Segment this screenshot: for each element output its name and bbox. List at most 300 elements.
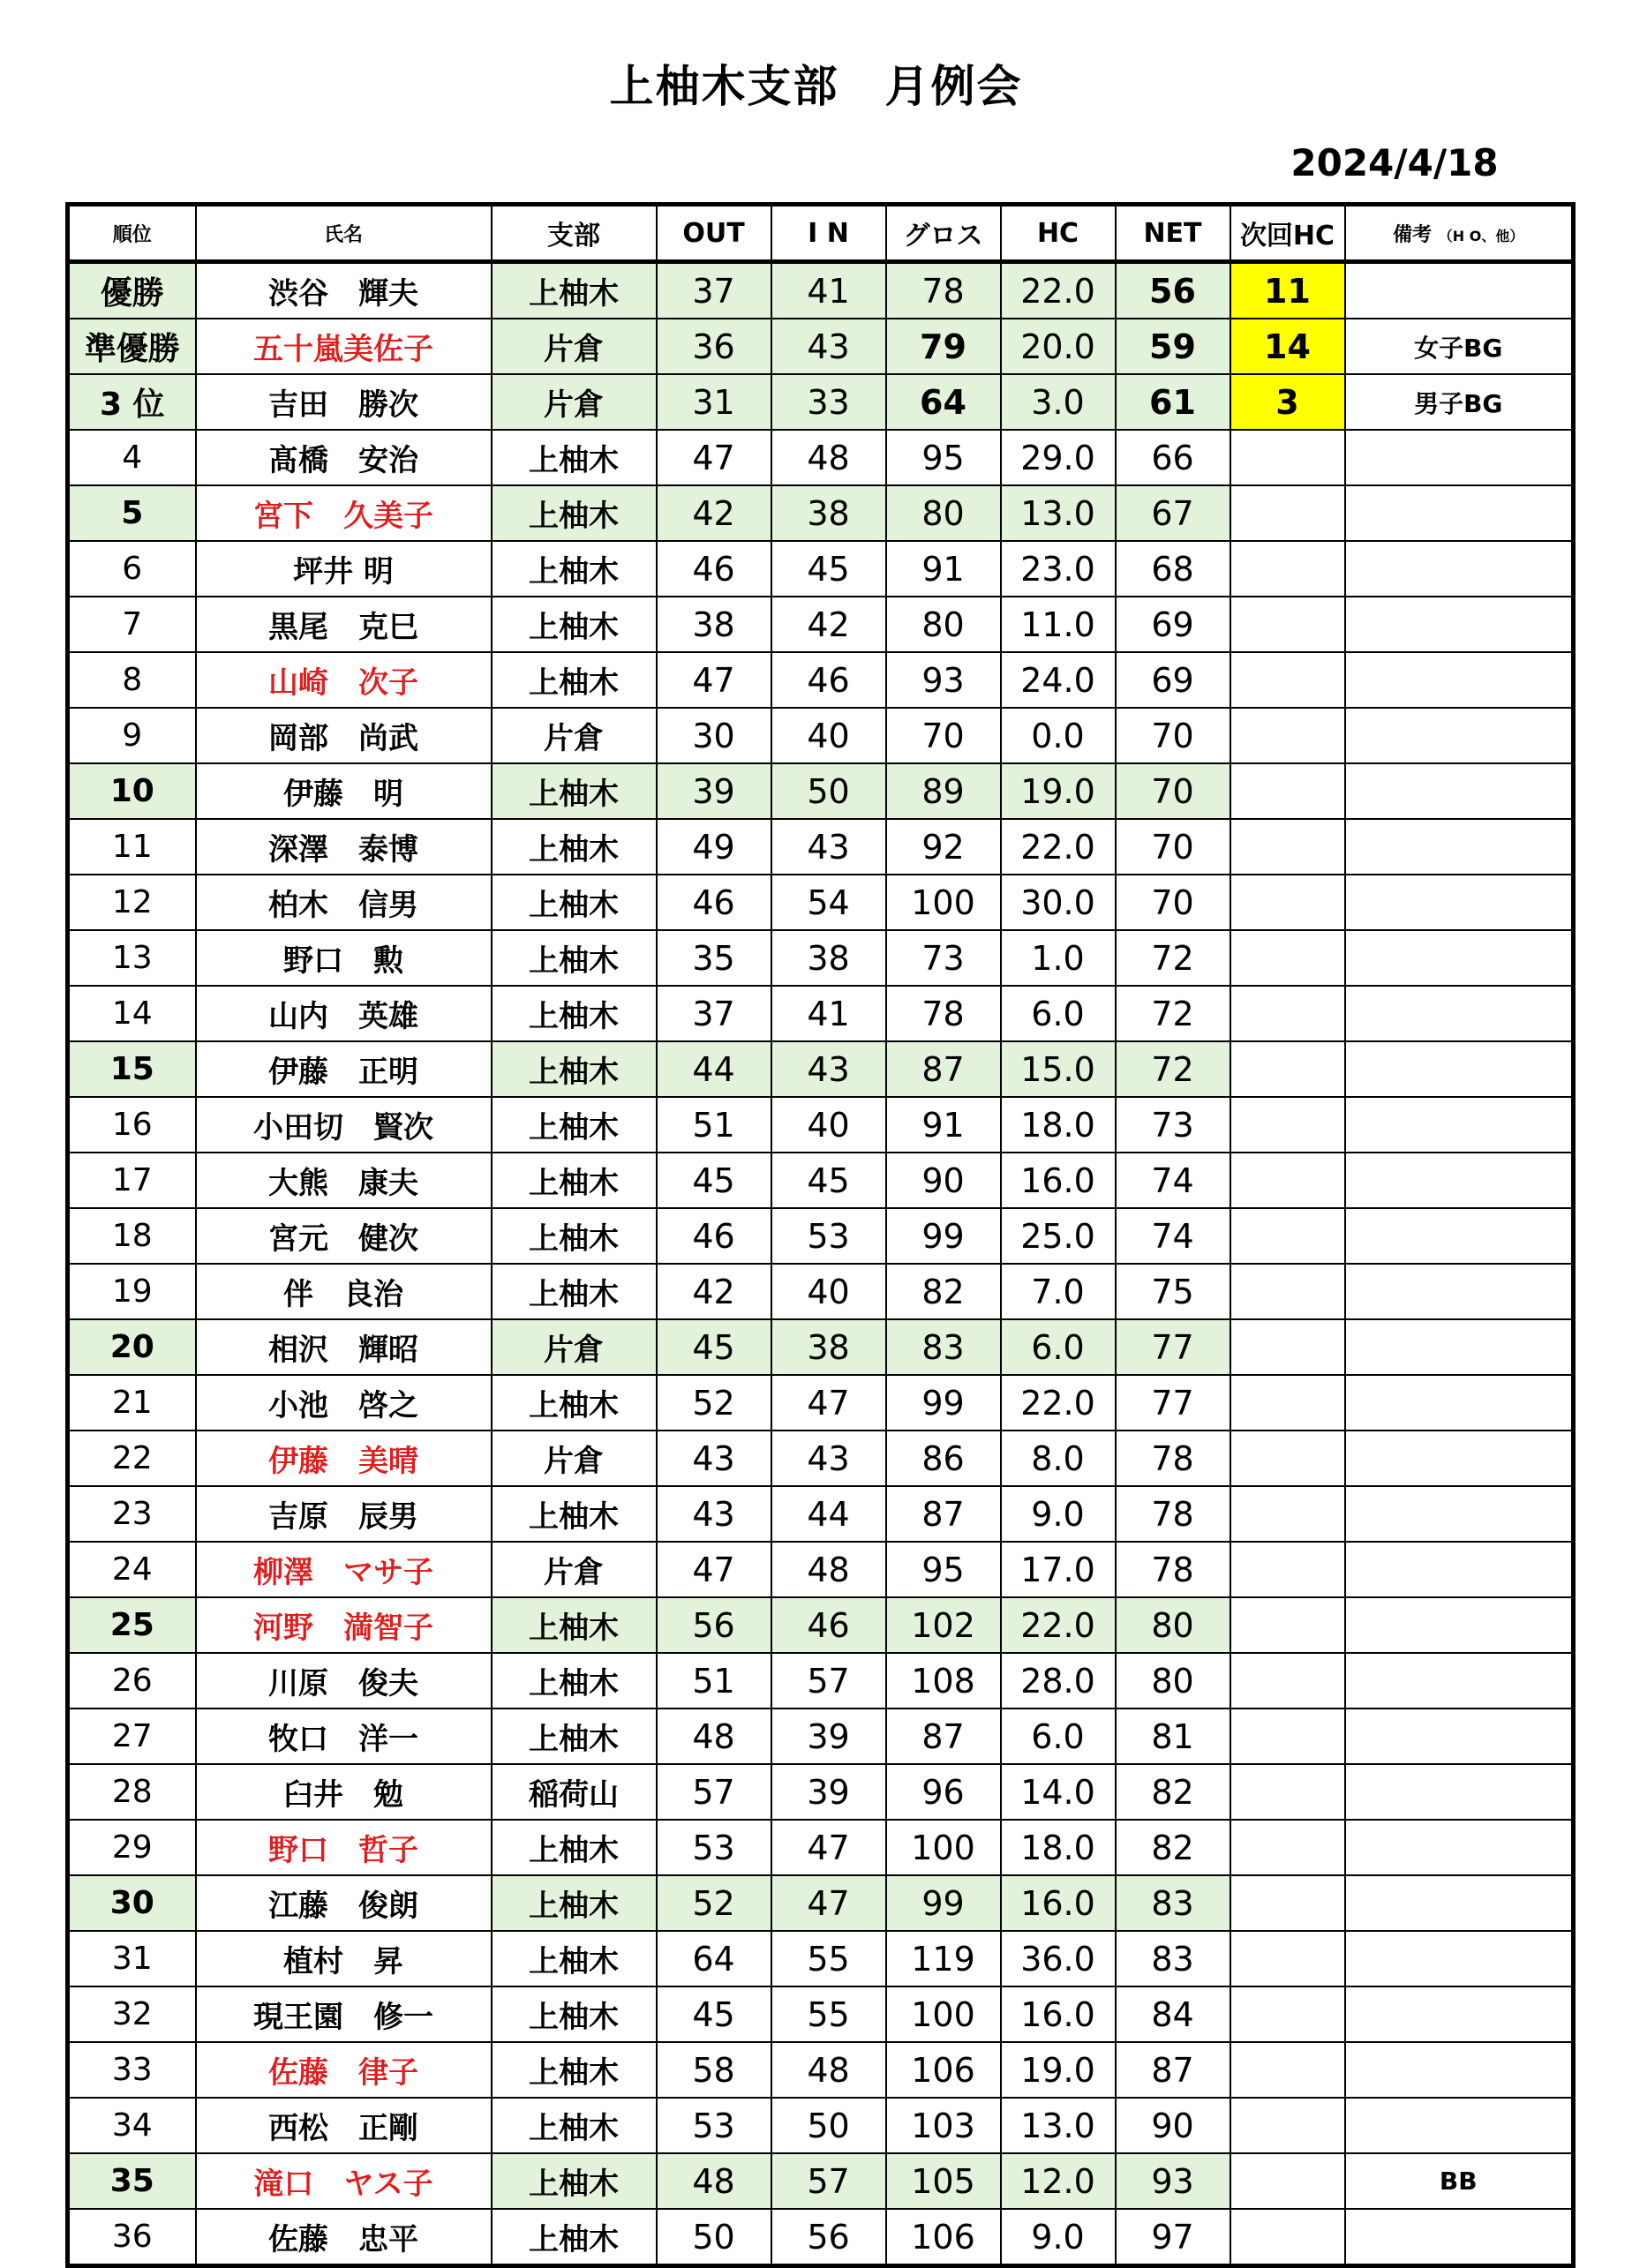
next-hc-cell: 11 [1230, 262, 1345, 319]
gross-cell: 100 [886, 1820, 1001, 1875]
next-hc-cell [1230, 485, 1345, 541]
in-cell: 47 [771, 1375, 886, 1431]
name-cell: 伊藤 正明 [196, 1041, 492, 1097]
branch-cell: 上柚木 [492, 430, 657, 485]
rank-cell: 26 [68, 1653, 196, 1709]
gross-cell: 87 [886, 1709, 1001, 1764]
table-row [68, 430, 1574, 485]
rank-cell: 24 [68, 1542, 196, 1597]
branch-cell: 上柚木 [492, 652, 657, 708]
rank-cell: 5 [68, 485, 196, 541]
hc-cell: 25.0 [1001, 1208, 1116, 1264]
gross-cell: 90 [886, 1153, 1001, 1208]
in-cell: 40 [771, 708, 886, 763]
out-cell: 52 [657, 1375, 771, 1431]
table-row [68, 541, 1574, 597]
branch-cell: 片倉 [492, 708, 657, 763]
hc-cell: 3.0 [1001, 374, 1116, 430]
col-header-net: NET [1116, 205, 1230, 262]
remarks-cell [1345, 2042, 1574, 2098]
net-cell: 82 [1116, 1764, 1230, 1820]
gross-cell: 102 [886, 1597, 1001, 1653]
in-cell: 57 [771, 2153, 886, 2209]
table-row [68, 1986, 1574, 2042]
table-row [68, 708, 1574, 763]
name-cell: 渋谷 輝夫 [196, 262, 492, 319]
net-cell: 80 [1116, 1653, 1230, 1709]
gross-cell: 119 [886, 1931, 1001, 1986]
rank-cell: 31 [68, 1931, 196, 1986]
col-header-in: I N [771, 205, 886, 262]
branch-cell: 上柚木 [492, 2153, 657, 2209]
hc-cell: 6.0 [1001, 1709, 1116, 1764]
gross-cell: 82 [886, 1264, 1001, 1319]
gross-cell: 70 [886, 708, 1001, 763]
hc-cell: 22.0 [1001, 1375, 1116, 1431]
table-row [68, 1431, 1574, 1486]
name-cell: 吉原 辰男 [196, 1486, 492, 1542]
in-cell: 57 [771, 1653, 886, 1709]
branch-cell: 上柚木 [492, 1820, 657, 1875]
next-hc-cell [1230, 1041, 1345, 1097]
table-row [68, 1486, 1574, 1542]
table-row [68, 485, 1574, 541]
table-row [68, 1653, 1574, 1709]
next-hc-cell [1230, 819, 1345, 875]
next-hc-cell [1230, 1764, 1345, 1820]
next-hc-cell [1230, 875, 1345, 930]
in-cell: 46 [771, 1597, 886, 1653]
col-header-rank: 順位 [68, 205, 196, 262]
hc-cell: 17.0 [1001, 1542, 1116, 1597]
in-cell: 48 [771, 1542, 886, 1597]
rank-cell: 20 [68, 1319, 196, 1375]
name-cell: 植村 昇 [196, 1931, 492, 1986]
table-row [68, 2098, 1574, 2153]
hc-cell: 36.0 [1001, 1931, 1116, 1986]
col-header-remarks-label: 備考 [1393, 223, 1433, 246]
next-hc-cell [1230, 1542, 1345, 1597]
next-hc-cell [1230, 930, 1345, 986]
rank-cell: 16 [68, 1097, 196, 1153]
net-cell: 72 [1116, 986, 1230, 1041]
name-cell: 野口 哲子 [196, 1820, 492, 1875]
gross-cell: 80 [886, 485, 1001, 541]
in-cell: 53 [771, 1208, 886, 1264]
out-cell: 51 [657, 1653, 771, 1709]
next-hc-cell [1230, 763, 1345, 819]
rank-cell: 3 位 [68, 374, 196, 430]
remarks-cell [1345, 1875, 1574, 1931]
in-cell: 33 [771, 374, 886, 430]
name-cell: 小池 啓之 [196, 1375, 492, 1431]
name-cell: 宮下 久美子 [196, 485, 492, 541]
out-cell: 53 [657, 2098, 771, 2153]
col-header-name: 氏名 [196, 205, 492, 262]
next-hc-cell: 14 [1230, 319, 1345, 374]
name-cell: 宮元 健次 [196, 1208, 492, 1264]
remarks-cell [1345, 1764, 1574, 1820]
table-row [68, 875, 1574, 930]
branch-cell: 片倉 [492, 1319, 657, 1375]
col-header-branch: 支部 [492, 205, 657, 262]
in-cell: 43 [771, 1041, 886, 1097]
branch-cell: 上柚木 [492, 1153, 657, 1208]
in-cell: 45 [771, 541, 886, 597]
in-cell: 50 [771, 763, 886, 819]
results-table [65, 202, 1576, 2268]
rank-cell: 36 [68, 2209, 196, 2266]
next-hc-cell [1230, 1431, 1345, 1486]
remarks-cell [1345, 1820, 1574, 1875]
remarks-cell [1345, 430, 1574, 485]
next-hc-cell [1230, 430, 1345, 485]
rank-cell: 19 [68, 1264, 196, 1319]
rank-cell: 12 [68, 875, 196, 930]
name-cell: 現王園 修一 [196, 1986, 492, 2042]
remarks-cell [1345, 708, 1574, 763]
name-cell: 山内 英雄 [196, 986, 492, 1041]
gross-cell: 87 [886, 1041, 1001, 1097]
hc-cell: 16.0 [1001, 1153, 1116, 1208]
in-cell: 44 [771, 1486, 886, 1542]
out-cell: 46 [657, 875, 771, 930]
remarks-cell [1345, 1208, 1574, 1264]
gross-cell: 106 [886, 2042, 1001, 2098]
hc-cell: 8.0 [1001, 1431, 1116, 1486]
branch-cell: 上柚木 [492, 262, 657, 319]
in-cell: 42 [771, 597, 886, 652]
in-cell: 56 [771, 2209, 886, 2266]
table-row [68, 1097, 1574, 1153]
results-body [68, 262, 1574, 2266]
branch-cell: 上柚木 [492, 541, 657, 597]
table-row [68, 1709, 1574, 1764]
out-cell: 50 [657, 2209, 771, 2266]
out-cell: 46 [657, 1208, 771, 1264]
out-cell: 45 [657, 1986, 771, 2042]
out-cell: 52 [657, 1875, 771, 1931]
hc-cell: 19.0 [1001, 2042, 1116, 2098]
net-cell: 82 [1116, 1820, 1230, 1875]
table-row [68, 1597, 1574, 1653]
net-cell: 78 [1116, 1542, 1230, 1597]
gross-cell: 100 [886, 1986, 1001, 2042]
net-cell: 97 [1116, 2209, 1230, 2266]
gross-cell: 93 [886, 652, 1001, 708]
table-row [68, 1875, 1574, 1931]
name-cell: 岡部 尚武 [196, 708, 492, 763]
branch-cell: 上柚木 [492, 1875, 657, 1931]
col-header-out: OUT [657, 205, 771, 262]
next-hc-cell [1230, 1264, 1345, 1319]
next-hc-cell [1230, 1486, 1345, 1542]
branch-cell: 上柚木 [492, 1597, 657, 1653]
next-hc-cell [1230, 1597, 1345, 1653]
gross-cell: 106 [886, 2209, 1001, 2266]
out-cell: 44 [657, 1041, 771, 1097]
branch-cell: 上柚木 [492, 1041, 657, 1097]
name-cell: 柏木 信男 [196, 875, 492, 930]
next-hc-cell [1230, 2042, 1345, 2098]
name-cell: 伴 良治 [196, 1264, 492, 1319]
branch-cell: 上柚木 [492, 1931, 657, 1986]
name-cell: 柳澤 マサ子 [196, 1542, 492, 1597]
net-cell: 68 [1116, 541, 1230, 597]
gross-cell: 91 [886, 541, 1001, 597]
rank-cell: 18 [68, 1208, 196, 1264]
net-cell: 69 [1116, 652, 1230, 708]
branch-cell: 上柚木 [492, 1208, 657, 1264]
remarks-cell [1345, 1931, 1574, 1986]
gross-cell: 100 [886, 875, 1001, 930]
hc-cell: 18.0 [1001, 1097, 1116, 1153]
name-cell: 五十嵐美佐子 [196, 319, 492, 374]
table-row [68, 763, 1574, 819]
table-row [68, 1041, 1574, 1097]
hc-cell: 16.0 [1001, 1875, 1116, 1931]
out-cell: 45 [657, 1153, 771, 1208]
net-cell: 56 [1116, 262, 1230, 319]
name-cell: 吉田 勝次 [196, 374, 492, 430]
gross-cell: 96 [886, 1764, 1001, 1820]
next-hc-cell [1230, 1986, 1345, 2042]
hc-cell: 7.0 [1001, 1264, 1116, 1319]
out-cell: 47 [657, 652, 771, 708]
branch-cell: 片倉 [492, 1431, 657, 1486]
remarks-cell [1345, 262, 1574, 319]
gross-cell: 99 [886, 1875, 1001, 1931]
table-row [68, 819, 1574, 875]
hc-cell: 6.0 [1001, 1319, 1116, 1375]
branch-cell: 上柚木 [492, 2042, 657, 2098]
net-cell: 70 [1116, 763, 1230, 819]
in-cell: 38 [771, 485, 886, 541]
name-cell: 深澤 泰博 [196, 819, 492, 875]
out-cell: 43 [657, 1486, 771, 1542]
remarks-cell [1345, 2098, 1574, 2153]
branch-cell: 上柚木 [492, 1653, 657, 1709]
gross-cell: 73 [886, 930, 1001, 986]
remarks-cell [1345, 541, 1574, 597]
next-hc-cell [1230, 2209, 1345, 2266]
branch-cell: 上柚木 [492, 986, 657, 1041]
in-cell: 50 [771, 2098, 886, 2153]
rank-cell: 9 [68, 708, 196, 763]
hc-cell: 11.0 [1001, 597, 1116, 652]
out-cell: 30 [657, 708, 771, 763]
next-hc-cell [1230, 1653, 1345, 1709]
net-cell: 59 [1116, 319, 1230, 374]
table-row [68, 1208, 1574, 1264]
next-hc-cell [1230, 652, 1345, 708]
branch-cell: 上柚木 [492, 1486, 657, 1542]
out-cell: 45 [657, 1319, 771, 1375]
remarks-cell [1345, 986, 1574, 1041]
out-cell: 53 [657, 1820, 771, 1875]
gross-cell: 80 [886, 597, 1001, 652]
table-row [68, 1319, 1574, 1375]
out-cell: 58 [657, 2042, 771, 2098]
rank-cell: 13 [68, 930, 196, 986]
hc-cell: 12.0 [1001, 2153, 1116, 2209]
out-cell: 64 [657, 1931, 771, 1986]
gross-cell: 64 [886, 374, 1001, 430]
out-cell: 47 [657, 1542, 771, 1597]
table-row [68, 2042, 1574, 2098]
name-cell: 西松 正剛 [196, 2098, 492, 2153]
in-cell: 39 [771, 1764, 886, 1820]
col-header-remarks-sub: （H O、他） [1438, 227, 1524, 244]
gross-cell: 87 [886, 1486, 1001, 1542]
net-cell: 77 [1116, 1319, 1230, 1375]
rank-cell: 11 [68, 819, 196, 875]
remarks-cell [1345, 1375, 1574, 1431]
gross-cell: 99 [886, 1375, 1001, 1431]
branch-cell: 上柚木 [492, 930, 657, 986]
branch-cell: 上柚木 [492, 2209, 657, 2266]
table-row [68, 262, 1574, 319]
in-cell: 40 [771, 1097, 886, 1153]
rank-cell: 28 [68, 1764, 196, 1820]
gross-cell: 79 [886, 319, 1001, 374]
net-cell: 75 [1116, 1264, 1230, 1319]
rank-cell: 4 [68, 430, 196, 485]
gross-cell: 108 [886, 1653, 1001, 1709]
table-row [68, 1542, 1574, 1597]
net-cell: 81 [1116, 1709, 1230, 1764]
rank-cell: 34 [68, 2098, 196, 2153]
gross-cell: 95 [886, 430, 1001, 485]
remarks-cell [1345, 1041, 1574, 1097]
hc-cell: 22.0 [1001, 1597, 1116, 1653]
remarks-cell [1345, 1709, 1574, 1764]
out-cell: 48 [657, 2153, 771, 2209]
branch-cell: 稲荷山 [492, 1764, 657, 1820]
out-cell: 37 [657, 262, 771, 319]
hc-cell: 9.0 [1001, 1486, 1116, 1542]
branch-cell: 上柚木 [492, 485, 657, 541]
in-cell: 48 [771, 2042, 886, 2098]
out-cell: 48 [657, 1709, 771, 1764]
rank-cell: 6 [68, 541, 196, 597]
remarks-cell [1345, 875, 1574, 930]
out-cell: 51 [657, 1097, 771, 1153]
next-hc-cell [1230, 986, 1345, 1041]
in-cell: 55 [771, 1931, 886, 1986]
in-cell: 43 [771, 819, 886, 875]
name-cell: 佐藤 忠平 [196, 2209, 492, 2266]
in-cell: 46 [771, 652, 886, 708]
remarks-cell [1345, 819, 1574, 875]
next-hc-cell [1230, 1709, 1345, 1764]
table-row [68, 374, 1574, 430]
rank-cell: 32 [68, 1986, 196, 2042]
name-cell: 大熊 康夫 [196, 1153, 492, 1208]
remarks-cell [1345, 1264, 1574, 1319]
col-header-hc: HC [1001, 205, 1116, 262]
table-row [68, 1153, 1574, 1208]
page-title: 上柚木支部 月例会 [609, 61, 1023, 112]
name-cell: 黒尾 克巳 [196, 597, 492, 652]
next-hc-cell [1230, 1208, 1345, 1264]
rank-cell: 35 [68, 2153, 196, 2209]
branch-cell: 片倉 [492, 1542, 657, 1597]
net-cell: 69 [1116, 597, 1230, 652]
name-cell: 臼井 勉 [196, 1764, 492, 1820]
name-cell: 髙橋 安治 [196, 430, 492, 485]
name-cell: 牧口 洋一 [196, 1709, 492, 1764]
out-cell: 46 [657, 541, 771, 597]
name-cell: 川原 俊夫 [196, 1653, 492, 1709]
branch-cell: 上柚木 [492, 1375, 657, 1431]
rank-cell: 30 [68, 1875, 196, 1931]
remarks-cell [1345, 1986, 1574, 2042]
next-hc-cell [1230, 1375, 1345, 1431]
hc-cell: 1.0 [1001, 930, 1116, 986]
in-cell: 40 [771, 1264, 886, 1319]
name-cell: 河野 満智子 [196, 1597, 492, 1653]
out-cell: 57 [657, 1764, 771, 1820]
hc-cell: 22.0 [1001, 819, 1116, 875]
event-date: 2024/4/18 [1290, 141, 1499, 184]
gross-cell: 86 [886, 1431, 1001, 1486]
hc-cell: 13.0 [1001, 485, 1116, 541]
in-cell: 43 [771, 319, 886, 374]
branch-cell: 上柚木 [492, 875, 657, 930]
branch-cell: 上柚木 [492, 1097, 657, 1153]
net-cell: 70 [1116, 819, 1230, 875]
rank-cell: 7 [68, 597, 196, 652]
rank-cell: 23 [68, 1486, 196, 1542]
next-hc-cell [1230, 1319, 1345, 1375]
branch-cell: 片倉 [492, 319, 657, 374]
out-cell: 38 [657, 597, 771, 652]
hc-cell: 20.0 [1001, 319, 1116, 374]
next-hc-cell [1230, 2153, 1345, 2209]
table-row [68, 1375, 1574, 1431]
gross-cell: 103 [886, 2098, 1001, 2153]
gross-cell: 99 [886, 1208, 1001, 1264]
out-cell: 37 [657, 986, 771, 1041]
net-cell: 78 [1116, 1431, 1230, 1486]
in-cell: 41 [771, 986, 886, 1041]
rank-cell: 優勝 [68, 262, 196, 319]
remarks-cell [1345, 652, 1574, 708]
gross-cell: 89 [886, 763, 1001, 819]
net-cell: 78 [1116, 1486, 1230, 1542]
next-hc-cell [1230, 1097, 1345, 1153]
rank-cell: 15 [68, 1041, 196, 1097]
hc-cell: 15.0 [1001, 1041, 1116, 1097]
net-cell: 90 [1116, 2098, 1230, 2153]
remarks-cell [1345, 1542, 1574, 1597]
gross-cell: 92 [886, 819, 1001, 875]
in-cell: 39 [771, 1709, 886, 1764]
hc-cell: 9.0 [1001, 2209, 1116, 2266]
remarks-cell [1345, 1653, 1574, 1709]
in-cell: 48 [771, 430, 886, 485]
net-cell: 70 [1116, 708, 1230, 763]
next-hc-cell [1230, 2098, 1345, 2153]
net-cell: 73 [1116, 1097, 1230, 1153]
hc-cell: 13.0 [1001, 2098, 1116, 2153]
in-cell: 41 [771, 262, 886, 319]
remarks-cell [1345, 1486, 1574, 1542]
rank-cell: 10 [68, 763, 196, 819]
out-cell: 36 [657, 319, 771, 374]
table-row [68, 1764, 1574, 1820]
